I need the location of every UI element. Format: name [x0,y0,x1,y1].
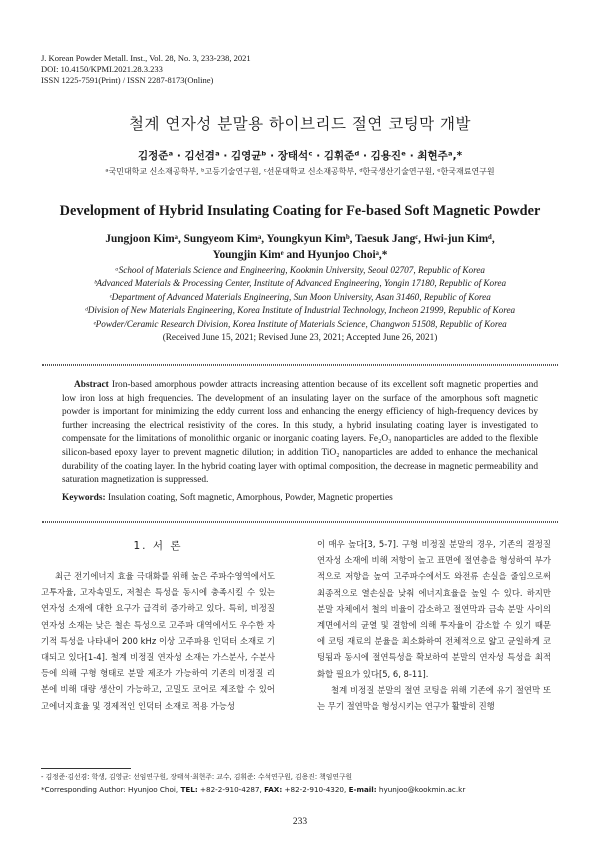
korean-authors: 김정준ᵃ · 김선겸ᵃ · 김영균ᵇ · 장태석ᶜ · 김휘준ᵈ · 김용진ᵉ · 최현주ᵃ,* [137,150,463,162]
english-authors-line2: Youngjin Kimᵉ and Hyunjoo Choiᵃ,* [212,249,388,261]
affiliation-e: ᵉPowder/Ceramic Research Division, Korea Institute of Materials Science, Changwon 51508, Republic of Korea [93,318,507,329]
abstract-text: Iron-based amorphous powder attracts increasing attention because of its excellent soft magnetic properties and low iron loss at high frequencies. The development of an insulating layer on the surface of the amorphous soft magnetic powder is important for minimizing the eddy current loss and enhancing the energy efficiency of high-frequency devices by further increasing the electrical resistivity of the cores. In this study, a hybrid insulating coating layer is investigated to compensate for the limitations of monolithic organic or inorganic coating layers. Fe₂O₃ nanoparticles are added to the flexible silicon-based epoxy layer to prevent magnetic dilution; in addition TiO₂ nanoparticles are added to enhance the mechanical durability of the coating layer. In the hybrid coating layer with optimal composition, the decrease in magnetic permeability and saturation magnetization is suppressed. [62,380,538,486]
abstract [62,379,538,488]
footnote-positions: - 김정준·김선겸: 학생, 김영균: 선임연구원, 장태석·최현주: 교수, 김휘준: 수석연구원, 김용진: 책임연구원 [41,773,353,781]
fax-number: +82-2-910-4320, [282,785,349,794]
email-label: E-mail: [348,785,377,794]
journal-doi: DOI: 10.4150/KPMI.2021.28.3.233 [41,64,163,74]
korean-affiliations: ᵃ국민대학교 신소재공학부, ᵇ고등기술연구원, ᶜ선문대학교 신소재공학부, ᵈ한국생산기술연구원, ᵉ한국재료연구원 [105,167,495,176]
journal-citation: J. Korean Powder Metall. Inst., Vol. 28, No. 3, 233-238, 2021 [41,53,251,63]
english-authors [0,231,600,263]
fax-label: FAX: [264,785,283,794]
paragraph: 최근 전기에너지 효율 극대화를 위해 높은 주파수영역에서도 고투자율, 고자속밀도, 저철손 특성을 동시에 충족시킬 수 있는 연자성 소재에 대한 요구가 급격히 증가하고 있다. 특히, 비정질 연자성 소재는 낮은 철손 특성으로 고주파 대역에서도 우수한 자기적 특성을 나타내어 200 kHz 이상 고주파용 인덕터 소재로 기대되고 있다[1-4]. 철계 비정질 연자성 소재는 가스분사, 수분사 등에 의해 구형 형태로 분말 제조가 가능하여 기존의 비정질 리본에 비해 대량 생산이 가능하고, 고밀도 코어로 제조할 수 있어 고에너지효율 및 경제적인 인덕터 소재로 적용 가능성 [41,571,275,711]
abstract-top-rule-2 [42,365,558,366]
affiliation-d: ᵈDivision of New Materials Engineering, Korea Institute of Industrial Technology, Incheon 21999, Republic of Korea [84,305,516,316]
journal-issn: ISSN 1225-7591(Print) / ISSN 2287-8173(Online) [41,75,214,85]
section-heading: 1. 서 론 [133,540,183,552]
paragraph: 이 매우 높다[3, 5-7]. 구형 비정질 분말의 경우, 기존의 결정질 연자성 소재에 비해 저항이 높고 표면에 절연층을 형성하여 부가적으로 저항을 높여 고주파수에서도 와전류 손실을 줄임으로써 최종적으로 열손실을 낮춰 에너지효율을 높일 수 있다. 하지만 분말 자체에서 철의 비율이 감소하고 절연막과 금속 분말 사이의 계면에서의 균열 및 결함에 의해 투자율이 감소할 수 있기 때문에 코팅 재료의 분율을 최소화하여 전체적으로 얇고 균일하게 코팅됨과 동시에 절연특성을 확보하여 분말의 연자성 특성을 최적화할 필요가 있다[5, 6, 8-11]. [317,539,551,679]
tel-number: +82-2-910-4287, [197,785,265,794]
affiliation-b: ᵇAdvanced Materials & Processing Center, Institute of Advanced Engineering, Yongin 17180, Republic of Korea [93,278,507,289]
english-affiliations [0,264,600,344]
keywords-label: Keywords: [62,493,106,503]
received-dates: (Received June 15, 2021; Revised June 23, 2021; Accepted June 26, 2021) [162,332,438,343]
footnote-corresponding [41,784,465,795]
tel-label: TEL: [180,785,198,794]
affiliation-a: ᵃSchool of Materials Science and Engineering, Kookmin University, Seoul 02707, Republic of Korea [115,265,485,275]
korean-title: 철계 연자성 분말용 하이브리드 절연 코팅막 개발 [128,115,472,133]
abstract-label: Abstract [74,380,109,390]
paragraph: 철계 비정질 분말의 절연 코팅을 위해 기존에 유기 절연막 또는 무기 절연막을 형성시키는 연구가 활발히 진행 [317,684,551,712]
body-left-column [41,568,275,714]
english-authors-line1: Jungjoon Kimᵃ, Sungyeom Kimᵃ, Youngkyun Kimᵇ, Taesuk Jangᶜ, Hwi-jun Kimᵈ, [105,233,495,245]
keywords-text: Insulation coating, Soft magnetic, Amorphous, Powder, Magnetic properties [107,493,393,503]
journal-info [41,53,251,86]
email-address: hyunjoo@kookmin.ac.kr [376,785,466,794]
keywords [62,492,538,505]
page-number: 233 [292,817,308,827]
body-right-column [317,536,551,714]
footnote-rule [41,768,131,769]
affiliation-c: ᶜDepartment of Advanced Materials Engineering, Sun Moon University, Asan 31460, Republic of Korea [109,291,491,302]
corr-author: *Corresponding Author: Hyunjoo Choi, [41,785,181,794]
abstract-bottom-rule-2 [42,522,558,523]
english-title: Development of Hybrid Insulating Coating for Fe-based Soft Magnetic Powder [59,203,541,219]
